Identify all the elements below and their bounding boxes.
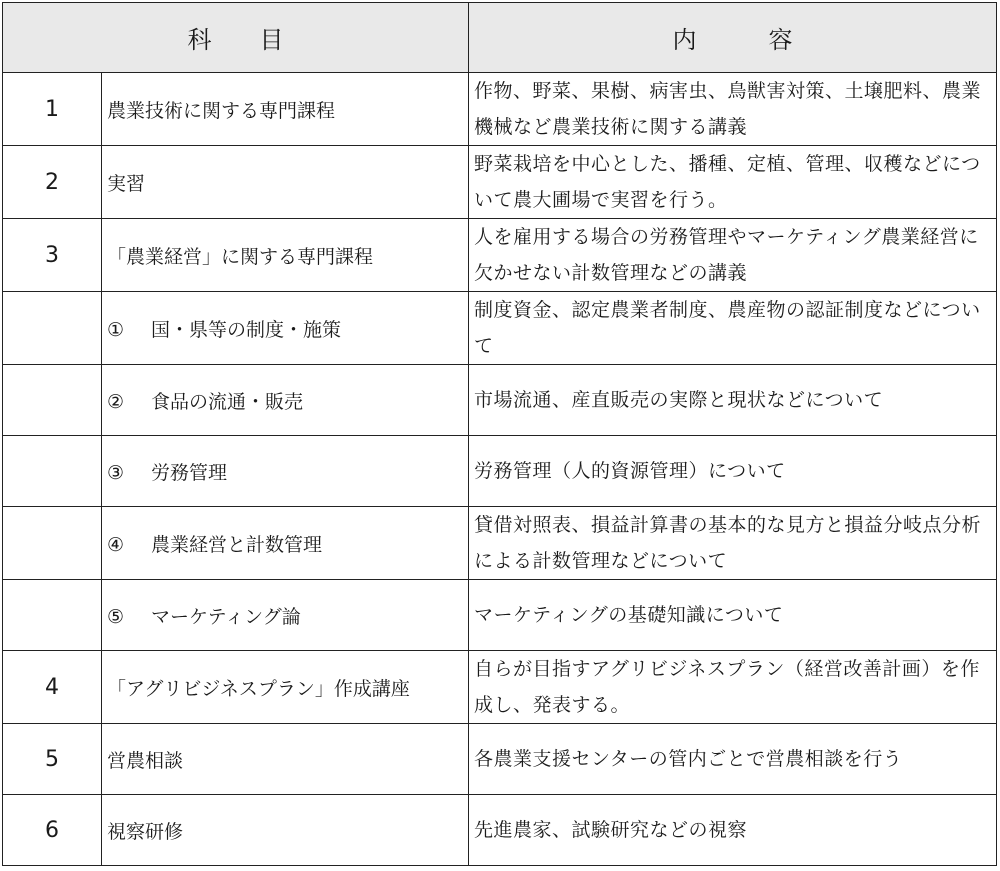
row-number: 1 — [3, 73, 102, 146]
circled-number: ① — [107, 318, 125, 341]
subject-cell — [102, 651, 469, 724]
content-header-char: 容 — [768, 26, 793, 54]
content-cell: 各農業支援センターの管内ごとで営農相談を行う — [469, 724, 997, 795]
row-number: 6 — [3, 795, 102, 866]
row-number: 2 — [3, 146, 102, 219]
content-column-header — [469, 3, 997, 73]
content-cell: 人を雇用する場合の労務管理やマーケティング農業経営に欠かせない計数管理などの講義 — [469, 219, 997, 292]
table-row — [3, 507, 997, 580]
content-cell: 作物、野菜、果樹、病害虫、鳥獣害対策、土壌肥料、農業機械など農業技術に関する講義 — [469, 73, 997, 146]
subject-text: 食品の流通・販売 — [151, 390, 304, 413]
content-header-char: 内 — [672, 26, 697, 54]
circled-number: ④ — [107, 533, 125, 556]
subject-cell — [102, 365, 469, 436]
row-number: 3 — [3, 219, 102, 292]
circled-number: ⑤ — [107, 605, 125, 628]
row-number — [3, 436, 102, 507]
row-number — [3, 580, 102, 651]
row-number: 5 — [3, 724, 102, 795]
row-number — [3, 292, 102, 365]
content-cell: 制度資金、認定農業者制度、農産物の認証制度などについて — [469, 292, 997, 365]
table-row — [3, 219, 997, 292]
content-cell: 自らが目指すアグリビジネスプラン（経営改善計画）を作成し、発表する。 — [469, 651, 997, 724]
subject-text: 営農相談 — [107, 749, 184, 772]
subject-cell — [102, 724, 469, 795]
content-cell: 労務管理（人的資源管理）について — [469, 436, 997, 507]
content-cell: マーケティングの基礎知識について — [469, 580, 997, 651]
table-row — [3, 795, 997, 866]
subject-text: 農業経営と計数管理 — [151, 533, 323, 556]
subject-text: 国・県等の制度・施策 — [151, 318, 342, 341]
subject-column-header — [3, 3, 469, 73]
subject-text: 「農業経営」に関する専門課程 — [107, 245, 374, 268]
subject-text: 農業技術に関する専門課程 — [107, 99, 336, 122]
circled-number: ③ — [107, 461, 125, 484]
subject-text: 視察研修 — [107, 820, 184, 843]
row-number — [3, 365, 102, 436]
subject-text: マーケティング論 — [151, 605, 301, 628]
circled-number: ② — [107, 390, 125, 413]
subject-cell — [102, 580, 469, 651]
subject-cell — [102, 146, 469, 219]
subject-header-char: 科 — [187, 26, 212, 54]
content-cell: 市場流通、産直販売の実際と現状などについて — [469, 365, 997, 436]
subject-header-char: 目 — [259, 26, 284, 54]
subject-cell — [102, 795, 469, 866]
table-row — [3, 436, 997, 507]
table-row — [3, 146, 997, 219]
row-number: 4 — [3, 651, 102, 724]
subject-cell — [102, 436, 469, 507]
content-cell: 先進農家、試験研究などの視察 — [469, 795, 997, 866]
content-cell: 貸借対照表、損益計算書の基本的な見方と損益分岐点分析による計数管理などについて — [469, 507, 997, 580]
subject-text: 「アグリビジネスプラン」作成講座 — [107, 677, 410, 700]
curriculum-table — [2, 2, 997, 866]
table-row — [3, 73, 997, 146]
table-row — [3, 580, 997, 651]
table-row — [3, 292, 997, 365]
subject-cell — [102, 73, 469, 146]
table-row — [3, 365, 997, 436]
subject-cell — [102, 507, 469, 580]
table-row — [3, 724, 997, 795]
subject-text: 実習 — [107, 172, 146, 195]
row-number — [3, 507, 102, 580]
subject-cell — [102, 292, 469, 365]
table-row — [3, 651, 997, 724]
subject-text: 労務管理 — [151, 461, 228, 484]
subject-cell — [102, 219, 469, 292]
content-cell: 野菜栽培を中心とした、播種、定植、管理、収穫などについて農大圃場で実習を行う。 — [469, 146, 997, 219]
